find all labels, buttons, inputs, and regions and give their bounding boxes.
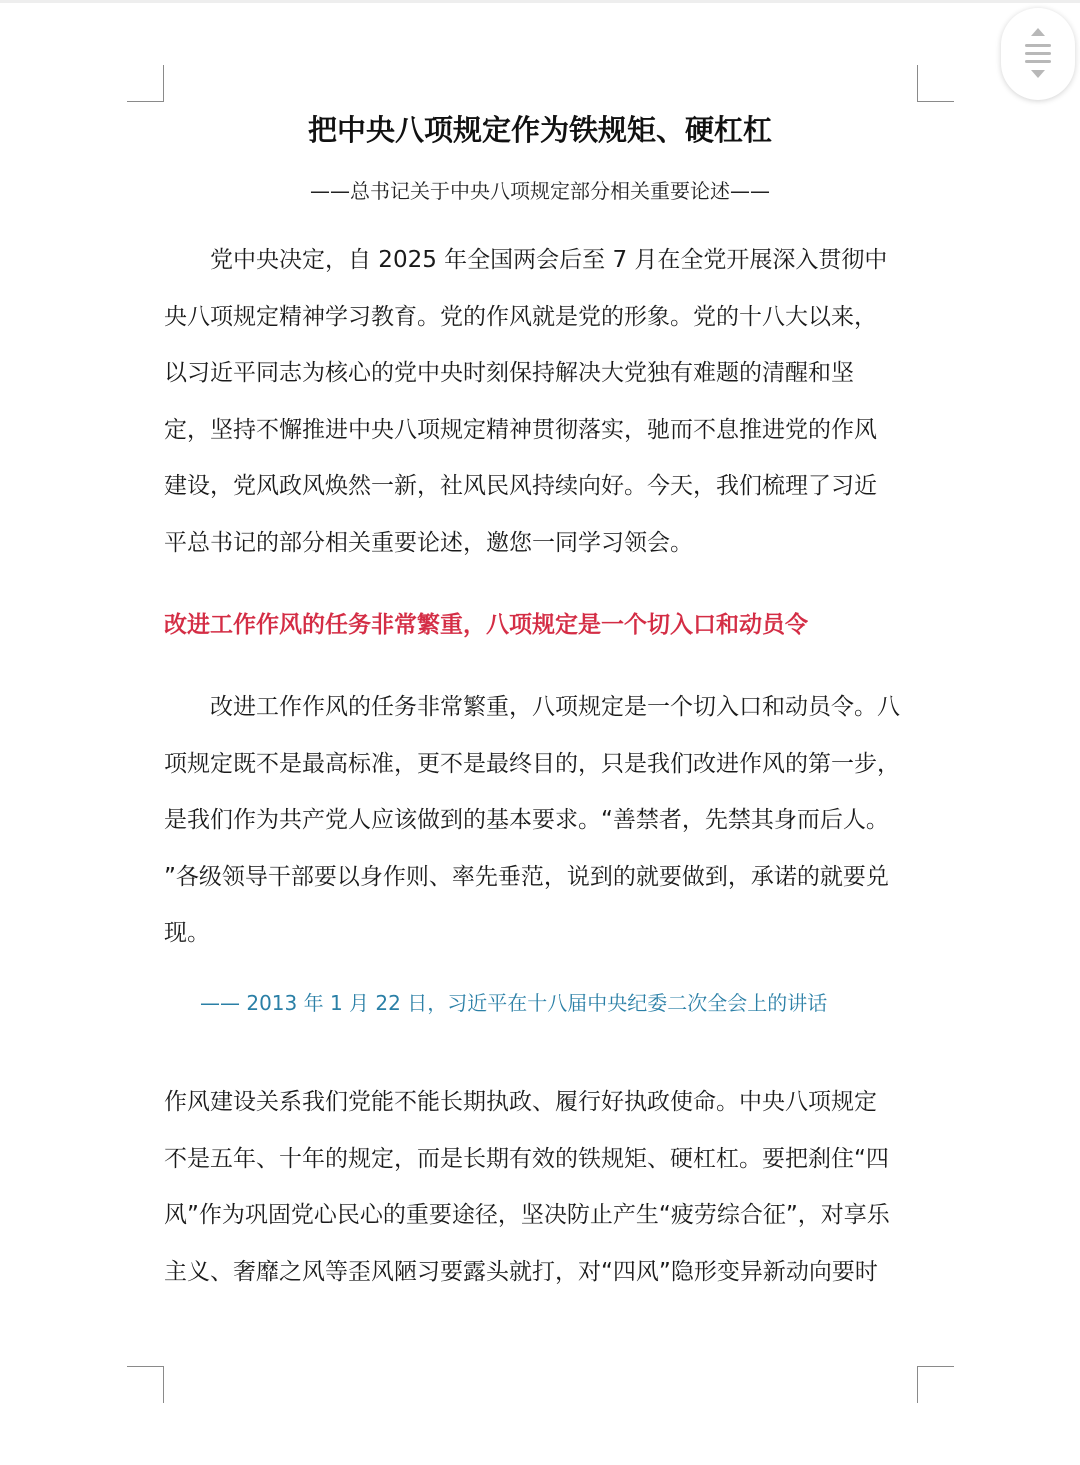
document-subtitle: ——总书记关于中央八项规定部分相关重要论述—— bbox=[310, 179, 770, 203]
paragraph-line: 定，坚持不懈推进中央八项规定精神贯彻落实，驰而不息推进党的作风 bbox=[164, 416, 877, 443]
paragraph-line: 不是五年、十年的规定，而是长期有效的铁规矩、硬杠杠。要把刹住“四 bbox=[164, 1145, 889, 1172]
paragraph-line: 建设，党风政风焕然一新，社风民风持续向好。今天，我们梳理了习近 bbox=[164, 473, 877, 500]
paragraph-line: 央八项规定精神学习教育。党的作风就是党的形象。党的十八大以来， bbox=[164, 303, 877, 330]
document-title: 把中央八项规定作为铁规矩、硬杠杠 bbox=[307, 113, 772, 147]
crop-mark-top-left bbox=[127, 65, 164, 102]
paragraph-line: 风”作为巩固党心民心的重要途径，坚决防止产生“疲劳综合征”，对享乐 bbox=[164, 1202, 890, 1229]
paragraph-line: 以习近平同志为核心的党中央时刻保持解决大党独有难题的清醒和坚 bbox=[164, 360, 854, 387]
paragraph-line: 平总书记的部分相关重要论述，邀您一同学习领会。 bbox=[164, 529, 693, 556]
paragraph-line: 是我们作为共产党人应该做到的基本要求。“善禁者，先禁其身而后人。 bbox=[164, 807, 889, 834]
crop-mark-bottom-left bbox=[127, 1366, 164, 1403]
intro-paragraph bbox=[164, 232, 916, 572]
scroll-handle-button[interactable] bbox=[1001, 8, 1075, 100]
crop-mark-bottom-right bbox=[917, 1366, 954, 1403]
paragraph-line: 改进工作作风的任务非常繁重，八项规定是一个切入口和动员令。八 bbox=[164, 694, 900, 720]
top-divider bbox=[0, 0, 1080, 3]
section-heading: 改进工作作风的任务非常繁重，八项规定是一个切入口和动员令 bbox=[164, 612, 808, 638]
scroll-handle-icon bbox=[1001, 8, 1075, 100]
citation-source: —— 2013 年 1 月 22 日，习近平在十八届中央纪委二次全会上的讲话 bbox=[200, 991, 828, 1015]
crop-mark-top-right bbox=[917, 65, 954, 102]
paragraph-line: 项规定既不是最高标准，更不是最终目的，只是我们改进作风的第一步， bbox=[164, 750, 900, 777]
paragraph-line: 主义、奢靡之风等歪风陋习要露头就打，对“四风”隐形变异新动向要时 bbox=[164, 1258, 878, 1285]
paragraph-line: 作风建设关系我们党能不能长期执政、履行好执政使命。中央八项规定 bbox=[164, 1089, 877, 1115]
paragraph-line: ”各级领导干部要以身作则、率先垂范，说到的就要做到，承诺的就要兑 bbox=[164, 863, 889, 890]
quote-paragraph bbox=[164, 679, 916, 962]
paragraph-line: 现。 bbox=[164, 920, 210, 947]
body-paragraph bbox=[164, 1074, 916, 1300]
paragraph-line: 党中央决定，自 2025 年全国两会后至 7 月在全党开展深入贯彻中 bbox=[164, 247, 888, 273]
